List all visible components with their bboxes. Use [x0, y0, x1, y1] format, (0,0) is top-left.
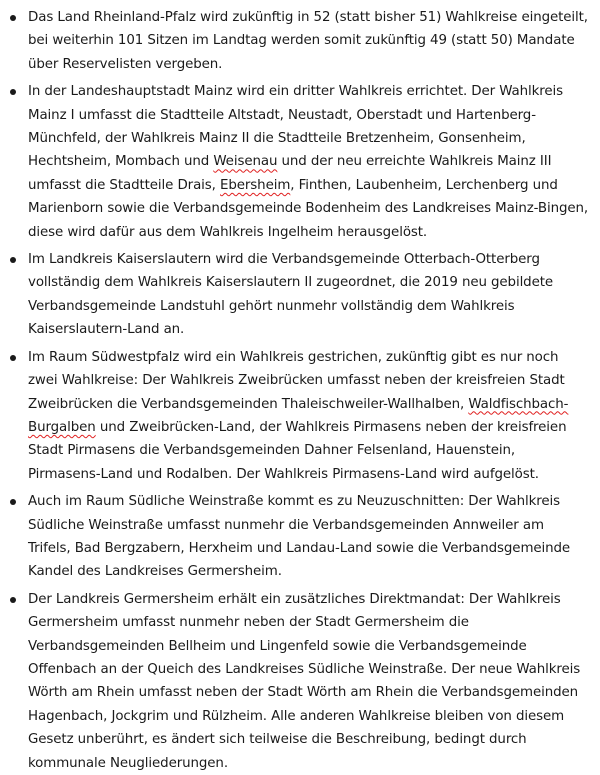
text-segment: Im Raum Südwestpfalz wird ein Wahlkreis gestrichen, zukünftig gibt es nur noch zwei Wahlkreise: Der Wahlkreis Zweibrücken umfasst neben der kreisfreien Stadt Zweibrücken die Verbandsgemeinden Thaleischweiler-Wallhalben, — [28, 349, 565, 412]
list-item — [0, 80, 590, 244]
text-segment: und Zweibrücken-Land, der Wahlkreis Pirmasens neben der kreisfreien Stadt Pirmasens die Verbandsgemeinden Dahner Felsenland, Hauenstein, Pirmasens-Land und Rodalben. Der Wahlkreis Pirmasens-Land wird aufgelöst. — [28, 419, 567, 482]
list-item — [0, 490, 590, 584]
text-segment: Der Landkreis Germersheim erhält ein zusätzliches Direktmandat: Der Wahlkreis Germersheim umfasst nunmehr neben der Stadt Germersheim die Verbandsgemeinden Bellheim und Lingenfeld sowie die Verbandsgemeinde Offenbach an der Queich des Landkreises Südliche Weinstraße. Der neue Wahlkreis Wörth am Rhein umfasst neben der Stadt Wörth am Rhein die Verbandsgemeinden Hagenbach, Jockgrim und Rülzheim. Alle anderen Wahlkreise bleiben von diesem Gesetz unberührt, es ändert sich teilweise die Beschreibung, bedingt durch kommunale Neugliederungen. — [28, 591, 581, 771]
spellcheck-flagged-word: Waldfischbach-Burgalben — [28, 396, 569, 435]
text-segment: und der neu erreichte Wahlkreis Mainz III umfasst die Stadtteile Drais, — [28, 154, 552, 193]
bullet-list — [0, 6, 590, 775]
text-segment: Auch im Raum Südliche Weinstraße kommt es zu Neuzuschnitten: Der Wahlkreis Südliche Weinstraße umfasst nunmehr die Verbandsgemeinden Annweiler am Trifels, Bad Bergzabern, Herxheim und Landau-Land sowie die Verbandsgemeinde Kandel des Landkreises Germersheim. — [28, 494, 571, 580]
list-item — [0, 6, 590, 76]
text-segment: Im Landkreis Kaiserslautern wird die Verbandsgemeinde Otterbach-Otterberg vollständig dem Wahlkreis Kaiserslautern II zugeordnet, die 2019 neu gebildete Verbandsgemeinde Landstuhl gehört nunmehr vollständig dem Wahlkreis Kaiserslautern-Land an. — [28, 252, 554, 338]
spellcheck-flagged-word: Ebersheim — [220, 177, 291, 193]
list-item — [0, 248, 590, 342]
text-segment: In der Landeshauptstadt Mainz wird ein dritter Wahlkreis errichtet. Der Wahlkreis Mainz I umfasst die Stadtteile Altstadt, Neustadt, Oberstadt und Hartenberg-Münchfeld, der Wahlkreis Mainz II die Stadtteile Bretzenheim, Gonsenheim, Hechtsheim, Mombach und — [28, 84, 564, 170]
text-segment: Das Land Rheinland-Pfalz wird zukünftig in 52 (statt bisher 51) Wahlkreise eingeteilt, bei weiterhin 101 Sitzen im Landtag werden somit zukünftig 49 (statt 50) Mandate über Reservelisten vergeben. — [28, 10, 588, 72]
list-item — [0, 346, 590, 486]
spellcheck-flagged-word: Weisenau — [213, 154, 278, 170]
list-item — [0, 588, 590, 775]
text-segment: , Finthen, Laubenheim, Lerchenberg und Marienborn sowie die Verbandsgemeinde Bodenheim des Landkreises Mainz-Bingen, diese wird dafür aus dem Wahlkreis Ingelheim herausgelöst. — [28, 177, 589, 240]
